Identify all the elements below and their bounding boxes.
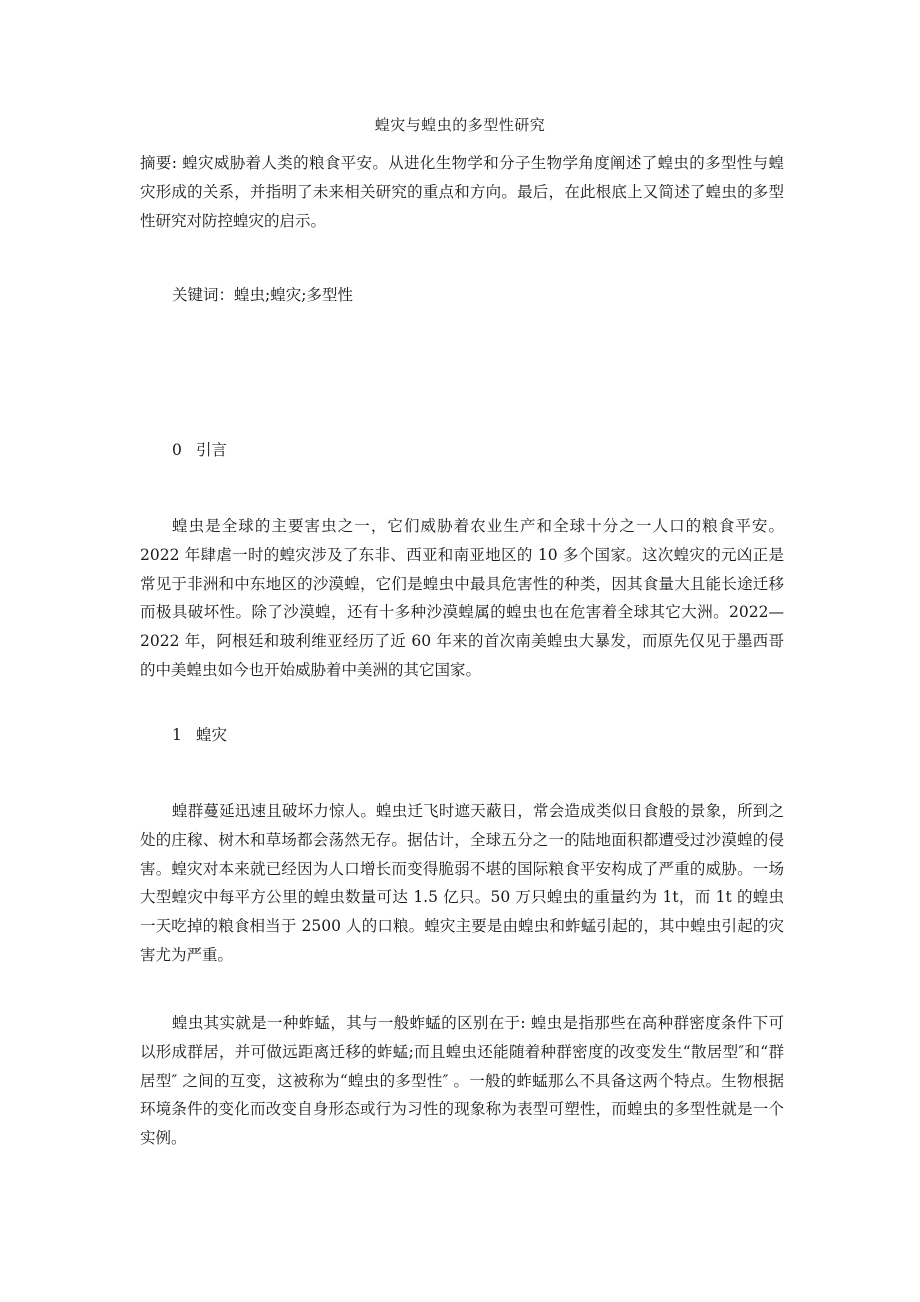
body-paragraph: 蝗虫是全球的主要害虫之一，它们威胁着农业生产和全球十分之一人口的粮食平安。2022 年肆虐一时的蝗灾涉及了东非、西亚和南亚地区的 10 多个国家。这次蝗灾的元凶正是常见于非洲和中东地区的沙漠蝗，它们是蝗虫中最具危害性的种类，因其食量大且能长途迁移而极具破坏性。除了沙漠蝗，还有十多种沙漠蝗属的蝗虫也在危害着全球其它大洲。2022—2022 年，阿根廷和玻利维亚经历了近 60 年来的首次南美蝗虫大暴发，而原先仅见于墨西哥的中美蝗虫如今也开始威胁着中美洲的其它国家。 [140, 517, 784, 679]
section-number: 0 [172, 441, 182, 459]
section-heading-introduction [172, 436, 227, 464]
section-heading-locust-plague [172, 721, 227, 749]
body-paragraph: 蝗虫其实就是一种蚱蜢，其与一般蚱蜢的区别在于: 蝗虫是指那些在高种群密度条件下可以形成群居，并可做远距离迁移的蚱蜢;而且蝗虫还能随着种群密度的改变发生“散居型″和“群居型″ 之间的互变，这被称为“蝗虫的多型性″ 。一般的蚱蜢那么不具备这两个特点。生物根据环境条件的变化而改变自身形态或行为习性的现象称为表型可塑性，而蝗虫的多型性就是一个实例。 [140, 1014, 784, 1148]
section-number: 1 [172, 726, 182, 744]
body-paragraph: 蝗群蔓延迅速且破坏力惊人。蝗虫迁飞时遮天蔽日，常会造成类似日食般的景象，所到之处的庄稼、树木和草场都会荡然无存。据估计，全球五分之一的陆地面积都遭受过沙漠蝗的侵害。蝗灾对本来就已经因为人口增长而变得脆弱不堪的国际粮食平安构成了严重的威胁。一场大型蝗灾中每平方公里的蝗虫数量可达 1.5 亿只。50 万只蝗虫的重量约为 1t，而 1t 的蝗虫一天吃掉的粮食相当于 2500 人的口粮。蝗灾主要是由蝗虫和蚱蜢引起的，其中蝗虫引起的灾害尤为严重。 [140, 802, 784, 964]
keywords-line: 关键词：蝗虫;蝗灾;多型性 [172, 286, 353, 304]
document-title: 蝗灾与蝗虫的多型性研究 [374, 116, 546, 134]
section-title: 蝗灾 [196, 726, 228, 744]
section-title: 引言 [196, 441, 228, 459]
abstract-paragraph: 摘要: 蝗灾威胁着人类的粮食平安。从进化生物学和分子生物学角度阐述了蝗虫的多型性与蝗灾形成的关系，并指明了未来相关研究的重点和方向。最后，在此根底上又简述了蝗虫的多型性研究对防控蝗灾的启示。 [140, 154, 784, 230]
